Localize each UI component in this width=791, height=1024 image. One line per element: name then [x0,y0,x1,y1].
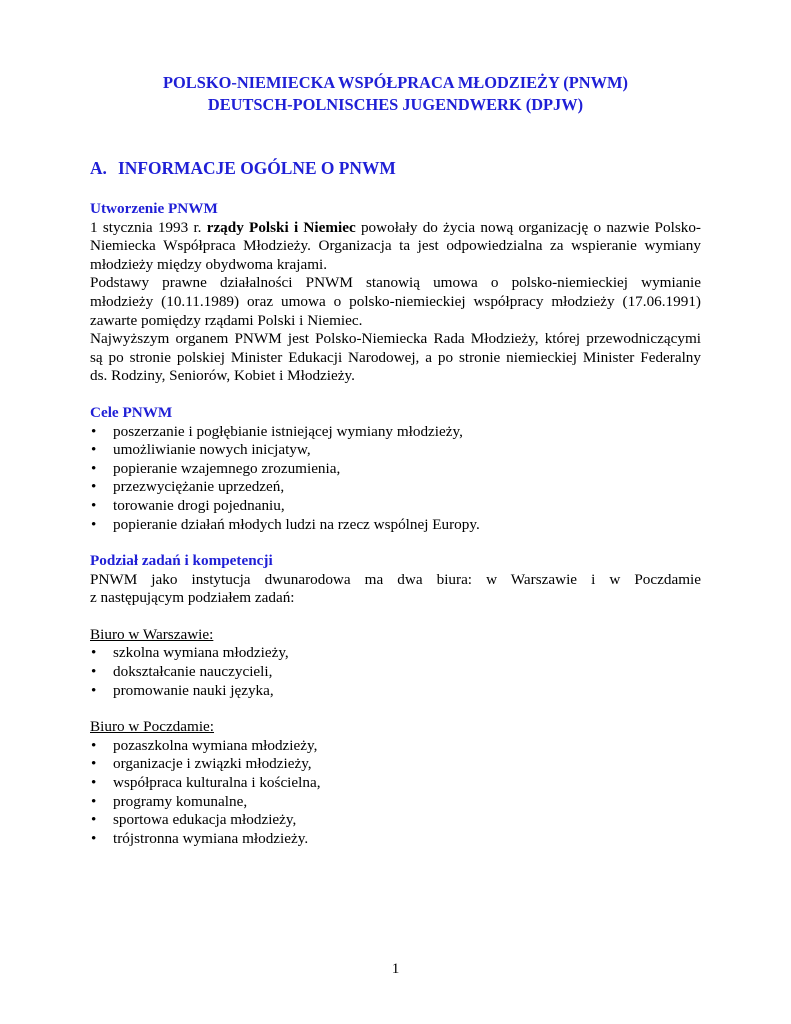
utworzenie-paragraph-1 [90,219,701,275]
list-item: • przezwyciężanie uprzedzeń, [90,478,701,497]
paragraph-line: młodzieży (10.11.1989) oraz umowa o polsko-niemieckiej współpracy młodzieży (17.06.1991) [90,292,701,310]
paragraph-line: zawarte pomiędzy rządami Polski i Niemiec. [90,311,363,329]
poczdam-section [90,718,701,848]
paragraph-line: z następującym podziałem zadań: [90,589,295,607]
paragraph-line: młodzieży między obydwoma krajami. [90,255,328,273]
paragraph-line: ds. Rodziny, Seniorów, Kobiet i Młodzieży. [90,367,355,385]
poczdam-list [90,737,701,849]
list-item: • programy komunalne, [90,793,701,812]
paragraph-line: Podstawy prawne działalności PNWM stanowią umowa o polsko-niemieckiej wymianie [90,274,701,292]
paragraph-line: Niemiecka Współpraca Młodzieży. Organizacja ta jest odpowiedzialna za wspieranie wymiany [90,237,701,255]
paragraph-line: są po stronie polskiej Minister Edukacji Narodowej, a po stronie niemieckiej Minister Federalny [90,348,701,366]
date-text: 1 stycznia 1993 r. [90,218,207,236]
list-item: • umożliwianie nowych inicjatyw, [90,441,701,460]
utworzenie-paragraph-3 [90,330,701,386]
list-item: • popieranie wzajemnego zrozumienia, [90,460,701,479]
section-a-heading [90,157,701,179]
list-item: • pozaszkolna wymiana młodzieży, [90,737,701,756]
podzial-heading: Podział zadań i kompetencji [90,552,273,570]
warszawa-heading: Biuro w Warszawie: [90,625,214,643]
paragraph-line: PNWM jako instytucja dwunarodowa ma dwa biura: w Warszawie i w Poczdamie [90,570,701,588]
list-item: • sportowa edukacja młodzieży, [90,811,701,830]
paragraph-line: Najwyższym organem PNWM jest Polsko-Niemiecka Rada Młodzieży, której przewodniczącymi [90,330,701,348]
podzial-section [90,552,701,608]
bold-text: rządy Polski i Niemiec [206,218,356,236]
utworzenie-paragraph-2 [90,274,701,330]
section-a-letter: A. [90,158,107,178]
list-item: • trójstronna wymiana młodzieży. [90,830,701,849]
warszawa-list [90,644,701,700]
cele-heading: Cele PNWM [90,403,173,421]
list-item: • popieranie działań młodych ludzi na rzecz wspólnej Europy. [90,516,701,535]
document-page [90,72,701,848]
list-item: • torowanie drogi pojednaniu, [90,497,701,516]
paragraph-line [90,219,701,238]
cele-list [90,423,701,535]
list-item: • szkolna wymiana młodzieży, [90,644,701,663]
page-number: 1 [391,960,400,977]
cele-section [90,404,701,534]
section-a-title: INFORMACJE OGÓLNE O PNWM [118,158,396,178]
list-item: • poszerzanie i pogłębianie istniejącej wymiany młodzieży, [90,423,701,442]
text-run: powołały do życia nową organizację o nazwie Polsko- [355,218,701,236]
title-line-polish: POLSKO-NIEMIECKA WSPÓŁPRACA MŁODZIEŻY (PNWM) [163,73,628,92]
list-item: • organizacje i związki młodzieży, [90,755,701,774]
document-title [90,72,701,116]
warszawa-section [90,626,701,700]
title-line-german: DEUTSCH-POLNISCHES JUGENDWERK (DPJW) [207,95,584,114]
poczdam-heading: Biuro w Poczdamie: [90,718,215,736]
list-item: • współpraca kulturalna i kościelna, [90,774,701,793]
list-item: • dokształcanie nauczycieli, [90,663,701,682]
utworzenie-section [90,200,701,386]
list-item: • promowanie nauki języka, [90,682,701,701]
utworzenie-heading: Utworzenie PNWM [90,200,218,217]
